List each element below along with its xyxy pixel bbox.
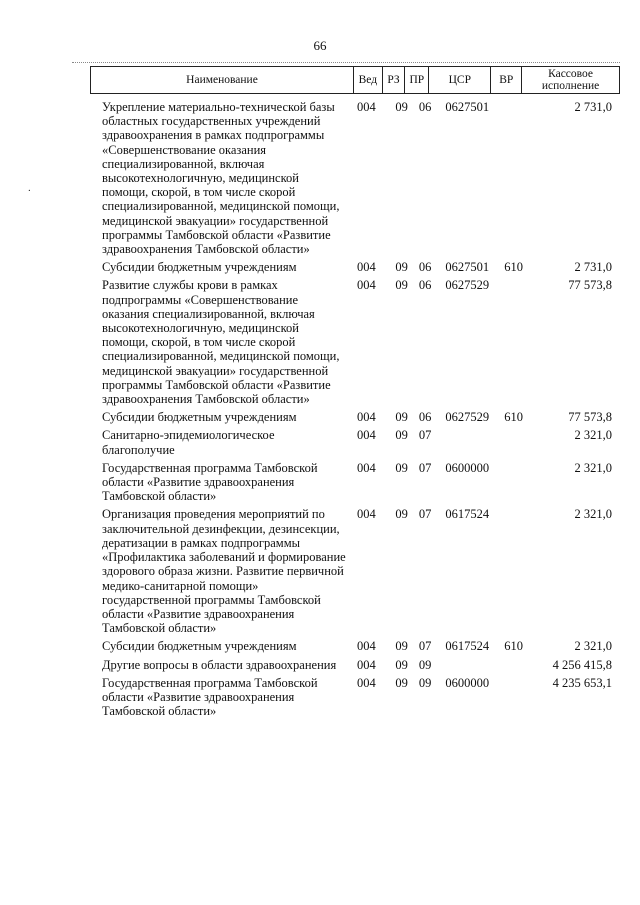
header-sum: Кассовое исполнение [541, 68, 600, 92]
row-vr: 610 [504, 260, 523, 275]
row-rz: 09 [395, 278, 408, 293]
row-sum: 2 321,0 [574, 428, 612, 443]
row-name: Государственная программа Тамбовской области «Развитие здравоохранения Тамбовской области» [102, 675, 318, 719]
row-name: Санитарно-эпидемиологическое благополучие [102, 428, 275, 457]
header-csr: ЦСР [429, 67, 491, 93]
row-ved: 004 [356, 410, 376, 425]
row-pr: 06 [418, 278, 432, 293]
row-vr: 610 [504, 639, 523, 654]
table-row [90, 278, 618, 406]
row-pr: 09 [418, 675, 432, 690]
row-csr: 0617524 [445, 507, 490, 522]
header-vr: ВР [491, 67, 522, 93]
row-ved: 004 [356, 675, 376, 690]
row-name: Субсидии бюджетным учреждениям [102, 410, 297, 425]
row-sum: 2 731,0 [574, 260, 612, 275]
row-ved: 004 [356, 260, 376, 275]
table-header [90, 66, 620, 94]
row-sum: 4 235 653,1 [552, 675, 612, 690]
row-csr: 0627501 [445, 100, 490, 114]
row-name: Субсидии бюджетным учреждениям [102, 260, 297, 275]
row-ved: 004 [356, 460, 376, 475]
table-row [90, 260, 618, 274]
row-rz: 09 [395, 260, 408, 275]
row-name: Развитие службы крови в рамках подпрограммы «Совершенствование оказания специализированной, включая высокотехнологичную, медицинской помощи, скорой, в том числе скорой специализированной, медицинской помощи, медицинской эвакуации» государственной программы Тамбовской области «Развитие здравоохранения Тамбовской области» [102, 278, 340, 407]
row-rz: 09 [395, 410, 408, 425]
row-pr: 06 [418, 260, 432, 275]
row-pr: 07 [418, 428, 432, 443]
row-rz: 09 [395, 657, 408, 672]
table-row [90, 676, 618, 719]
row-vr [504, 100, 531, 256]
row-name: Укрепление материально-технической базы областных государственных учреждений здравоохранения в рамках подпрограммы «Совершенствование оказания специализированной, включая высокотехнологичную, медицинской помощи, скорой, в том числе скорой специализированной, медицинской помощи, медицинской эвакуации» государственной программы Тамбовской области «Развитие здравоохранения Тамбовской области» [102, 100, 340, 257]
header-rz: РЗ [383, 67, 406, 93]
header-pr: ПР [405, 67, 429, 93]
row-sum: 4 256 415,8 [552, 657, 612, 672]
row-ved: 004 [356, 100, 376, 114]
row-csr: 0627529 [445, 278, 490, 293]
margin-mark: . [28, 182, 31, 194]
row-sum: 2 321,0 [574, 507, 612, 522]
row-pr: 07 [418, 639, 432, 654]
row-sum: 2 321,0 [574, 639, 612, 654]
row-pr: 06 [418, 410, 432, 425]
row-rz: 09 [395, 507, 408, 522]
row-ved: 004 [356, 278, 376, 293]
row-name: Организация проведения мероприятий по заключительной дезинфекции, дезинсекции, дератизации в рамках подпрограммы «Профилактика заболеваний и формирование здорового образа жизни. Развитие первичной медико-санитарной помощи» государственной программы Тамбовской области «Развитие здравоохранения Тамбовской области» [102, 507, 346, 636]
row-rz: 09 [395, 639, 408, 654]
row-pr: 07 [418, 507, 432, 522]
row-rz: 09 [395, 460, 408, 475]
table-row [90, 100, 618, 256]
row-vr: 610 [504, 410, 523, 425]
header-ved: Вед [354, 67, 383, 93]
row-sum: 2 321,0 [574, 460, 612, 475]
row-pr: 09 [418, 657, 432, 672]
row-sum: 77 573,8 [568, 410, 612, 425]
row-rz: 09 [395, 428, 408, 443]
row-vr [504, 676, 531, 719]
table-row [90, 507, 618, 635]
row-ved: 004 [356, 428, 376, 443]
row-csr: 0627501 [445, 260, 490, 275]
row-ved: 004 [356, 657, 376, 672]
table-row [90, 658, 618, 672]
row-vr [504, 461, 531, 504]
row-rz: 09 [395, 100, 408, 114]
table-body [90, 100, 618, 722]
row-csr: 0617524 [445, 639, 490, 654]
row-vr [504, 507, 531, 635]
row-csr: 0600000 [445, 675, 490, 690]
row-name: Государственная программа Тамбовской области «Развитие здравоохранения Тамбовской области» [102, 460, 318, 504]
page-number: 66 [313, 38, 327, 53]
row-sum: 77 573,8 [568, 278, 612, 293]
header-name: Наименование [91, 67, 354, 93]
row-csr: 0627529 [445, 410, 490, 425]
row-csr: 0600000 [445, 460, 490, 475]
row-pr: 06 [418, 100, 432, 114]
top-rule [72, 62, 620, 63]
table-row [90, 410, 618, 424]
row-csr [431, 428, 504, 456]
table-row [90, 639, 618, 653]
row-pr: 07 [418, 460, 432, 475]
row-rz: 09 [395, 675, 408, 690]
row-vr [504, 428, 531, 456]
table-row [90, 428, 618, 456]
row-ved: 004 [356, 507, 376, 522]
row-vr [504, 278, 531, 406]
row-ved: 004 [356, 639, 376, 654]
row-name: Субсидии бюджетным учреждениям [102, 639, 297, 654]
row-vr [504, 658, 531, 672]
row-sum: 2 731,0 [574, 100, 612, 114]
row-csr [431, 658, 504, 672]
table-row [90, 461, 618, 504]
row-name: Другие вопросы в области здравоохранения [102, 657, 337, 672]
